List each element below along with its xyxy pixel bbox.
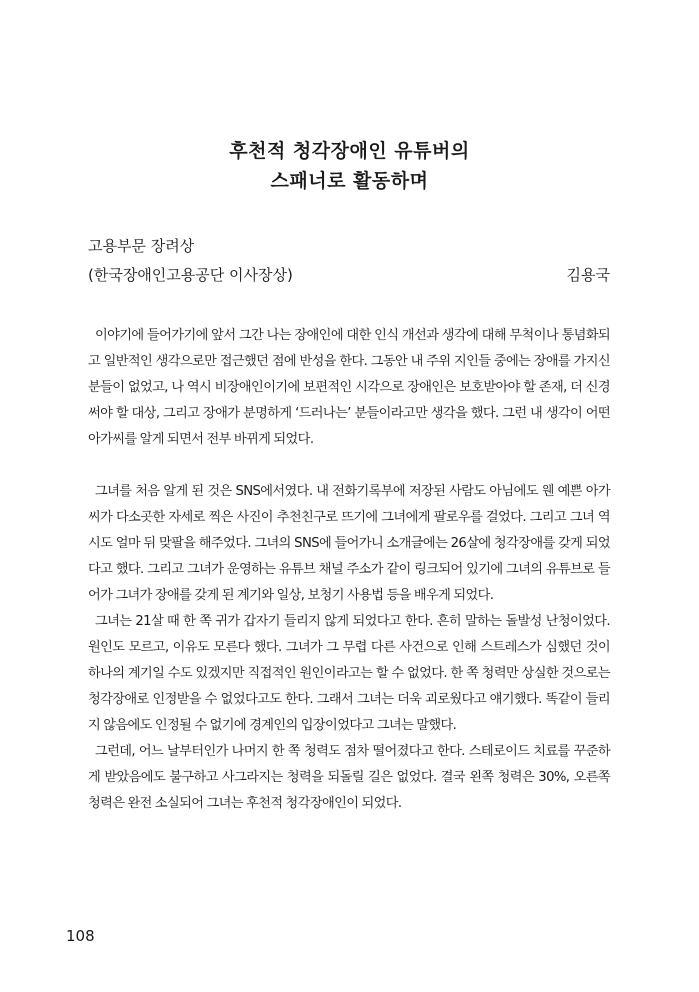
paragraph: 그런데, 어느 날부터인가 나머지 한 쪽 청력도 점차 떨어졌다고 한다. 스테로이드 치료를 꾸준하게 받았음에도 불구하고 사그라지는 청력을 되돌릴 길은 없었다. 결국 왼쪽 청력은 30%, 오른쪽 청력은 완전 소실되어 그녀는 후천적 청각장애인이 되었다. — [88, 744, 610, 811]
title-line-1: 후천적 청각장애인 유튜버의 — [229, 140, 470, 162]
essay-body — [88, 323, 610, 817]
page-number: 108 — [66, 927, 95, 945]
paragraph: 그녀를 처음 알게 된 것은 SNS에서였다. 내 전화기록부에 저장된 사람도 아님에도 웬 예쁜 아가씨가 다소곳한 자세로 찍은 사진이 추천친구로 뜨기에 그녀에게 팔로우를 걸었다. 그리고 그녀 역시도 얼마 뒤 맞팔을 해주었다. 그녀의 SNS에 들어가니 소개글에는 26살에 청각장애를 갖게 되었다고 했다. 그리고 그녀가 운영하는 유튜브 채널 주소가 같이 링크되어 있기에 그녀의 유튜브로 들어가 그녀가 장애를 갖게 된 계기와 일상, 보청기 사용법 등을 배우게 되었다. — [88, 484, 610, 603]
affiliation-row — [88, 261, 610, 290]
award-affiliation: (한국장애인고용공단 이사장상) — [88, 266, 293, 284]
paragraph: 이야기에 들어가기에 앞서 그간 나는 장애인에 대한 인식 개선과 생각에 대해 무척이나 통념화되고 일반적인 생각으로만 접근했던 점에 반성을 한다. 그동안 내 주위 지인들 중에는 장애를 가지신 분들이 없었고, 나 역시 비장애인이기에 보편적인 시각으로 장애인은 보호받아야 할 존재, 더 신경 써야 할 대상, 그리고 장애가 분명하게 ‘드러나는’ 분들이라고만 생각을 했다. 그런 내 생각이 어떤 아가씨를 알게 되면서 전부 바뀌게 되었다. — [88, 328, 610, 447]
author-name: 김용국 — [566, 266, 610, 284]
paragraph: 그녀는 21살 때 한 쪽 귀가 갑자기 들리지 않게 되었다고 한다. 흔히 말하는 돌발성 난청이었다. 원인도 모르고, 이유도 모른다 했다. 그녀가 그 무렵 다른 사건으로 인해 스트레스가 심했던 것이 하나의 계기일 수도 있겠지만 직접적인 원인이라고는 할 수 없었다. 한 쪽 청력만 상실한 것으로는 청각장애로 인정받을 수 없었다고도 한다. 그래서 그녀는 더욱 괴로웠다고 얘기했다. 똑같이 들리지 않음에도 인정될 수 없기에 경계인의 입장이었다고 그녀는 말했다. — [88, 614, 610, 733]
page-title — [0, 136, 699, 196]
award-category: 고용부문 장려상 — [88, 237, 195, 255]
author-block — [88, 232, 610, 290]
title-line-2: 스패너로 활동하며 — [270, 170, 429, 192]
award-row — [88, 232, 610, 261]
